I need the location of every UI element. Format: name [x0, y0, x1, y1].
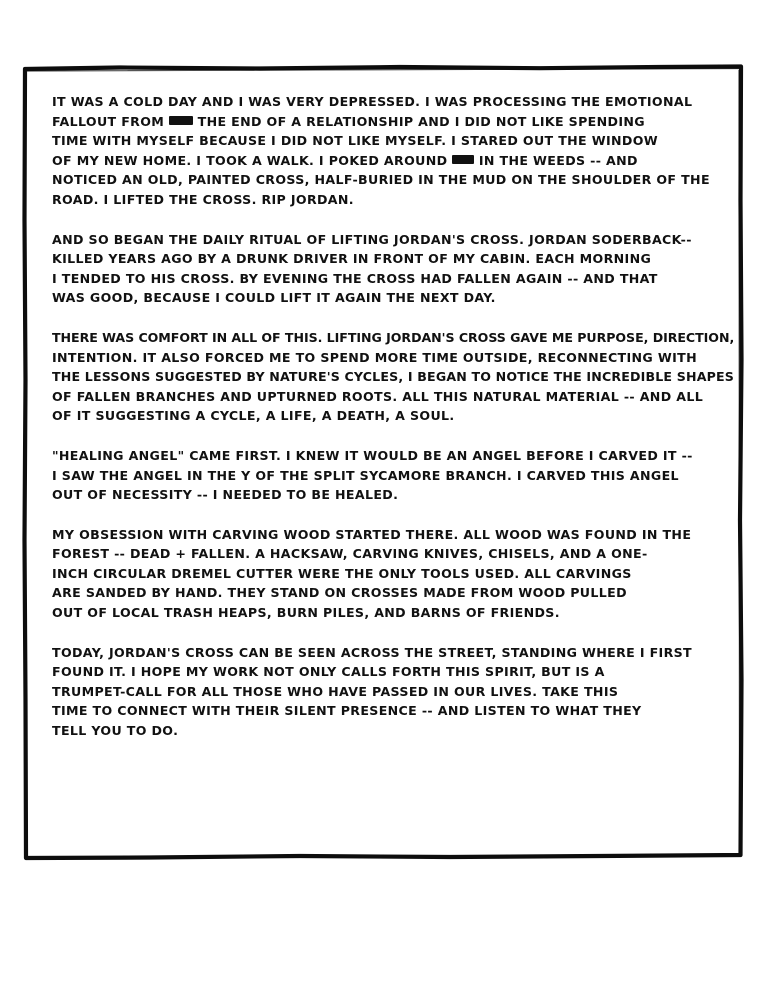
text-segment: TIME TO CONNECT WITH THEIR SILENT PRESENCE -- AND LISTEN TO WHAT THEY — [52, 703, 642, 719]
text-line — [52, 131, 734, 151]
text-line — [52, 662, 734, 682]
text-line — [52, 682, 734, 702]
paragraph — [52, 92, 734, 210]
text-segment: ROAD. I LIFTED THE CROSS. RIP JORDAN. — [52, 191, 354, 207]
text-line — [52, 387, 734, 407]
paragraph — [52, 328, 734, 426]
scribbled-out-word — [169, 116, 193, 125]
text-line — [52, 288, 734, 308]
paragraph — [52, 525, 734, 623]
text-line — [52, 249, 734, 269]
text-line — [52, 190, 734, 210]
text-segment: "HEALING ANGEL" CAME FIRST. I KNEW IT WOULD BE AN ANGEL BEFORE I CARVED IT -- — [52, 447, 693, 463]
text-segment: ARE SANDED BY HAND. THEY STAND ON CROSSES MADE FROM WOOD PULLED — [52, 585, 627, 601]
text-segment: TELL YOU TO DO. — [52, 723, 179, 739]
text-line — [52, 643, 734, 663]
text-segment: NOTICED AN OLD, PAINTED CROSS, HALF-BURIED IN THE MUD ON THE SHOULDER OF THE — [52, 172, 710, 188]
paragraph — [52, 446, 734, 505]
text-segment: TODAY, JORDAN'S CROSS CAN BE SEEN ACROSS THE STREET, STANDING WHERE I FIRST — [52, 644, 692, 660]
text-line — [52, 170, 734, 190]
text-line — [52, 230, 734, 250]
text-segment: INTENTION. IT ALSO FORCED ME TO SPEND MORE TIME OUTSIDE, RECONNECTING WITH — [52, 349, 697, 365]
text-line — [52, 701, 734, 721]
text-line — [52, 269, 734, 289]
text-segment: TRUMPET-CALL FOR ALL THOSE WHO HAVE PASSED IN OUR LIVES. TAKE THIS — [52, 683, 619, 699]
text-segment: OF IT SUGGESTING A CYCLE, A LIFE, A DEATH, A SOUL. — [52, 408, 455, 424]
text-segment: I SAW THE ANGEL IN THE Y OF THE SPLIT SYCAMORE BRANCH. I CARVED THIS ANGEL — [52, 467, 679, 483]
text-segment: OF MY NEW HOME. I TOOK A WALK. I POKED AROUND — [52, 152, 453, 168]
text-line — [52, 583, 734, 603]
text-line — [52, 92, 734, 112]
paragraph — [52, 643, 734, 741]
text-line — [52, 544, 734, 564]
text-segment: FOREST -- DEAD + FALLEN. A HACKSAW, CARVING KNIVES, CHISELS, AND A ONE- — [52, 546, 648, 562]
text-segment: OF FALLEN BRANCHES AND UPTURNED ROOTS. ALL THIS NATURAL MATERIAL -- AND ALL — [52, 388, 704, 404]
text-segment: THERE WAS COMFORT IN ALL OF THIS. LIFTING JORDAN'S CROSS GAVE ME PURPOSE, DIRECTION, — [52, 329, 735, 345]
text-segment: FOUND IT. I HOPE MY WORK NOT ONLY CALLS FORTH THIS SPIRIT, BUT IS A — [52, 664, 605, 680]
handwritten-statement — [52, 92, 734, 761]
text-segment: FALLOUT FROM — [52, 113, 169, 129]
text-line — [52, 721, 734, 741]
text-segment: THE LESSONS SUGGESTED BY NATURE'S CYCLES, I BEGAN TO NOTICE THE INCREDIBLE SHAPES — [52, 369, 735, 385]
text-line — [52, 603, 734, 623]
text-segment: IN THE WEEDS -- AND — [474, 152, 638, 168]
text-segment: TIME WITH MYSELF BECAUSE I DID NOT LIKE MYSELF. I STARED OUT THE WINDOW — [52, 133, 658, 149]
text-line — [52, 151, 734, 171]
text-segment: OUT OF NECESSITY -- I NEEDED TO BE HEALED. — [52, 487, 399, 503]
text-line — [52, 367, 734, 387]
text-segment: THE END OF A RELATIONSHIP AND I DID NOT LIKE SPENDING — [192, 113, 645, 129]
text-line — [52, 525, 734, 545]
text-segment: WAS GOOD, BECAUSE I COULD LIFT IT AGAIN THE NEXT DAY. — [52, 290, 496, 306]
text-line — [52, 406, 734, 426]
text-segment: AND SO BEGAN THE DAILY RITUAL OF LIFTING JORDAN'S CROSS. JORDAN SODERBACK-- — [52, 231, 692, 247]
text-line — [52, 348, 734, 368]
text-segment: OUT OF LOCAL TRASH HEAPS, BURN PILES, AND BARNS OF FRIENDS. — [52, 605, 560, 621]
text-line — [52, 564, 734, 584]
scribbled-out-word — [452, 155, 474, 164]
text-line — [52, 466, 734, 486]
text-line — [52, 485, 734, 505]
text-segment: INCH CIRCULAR DREMEL CUTTER WERE THE ONLY TOOLS USED. ALL CARVINGS — [52, 565, 632, 581]
text-line — [52, 112, 734, 132]
text-segment: MY OBSESSION WITH CARVING WOOD STARTED THERE. ALL WOOD WAS FOUND IN THE — [52, 526, 692, 542]
text-line — [52, 328, 734, 348]
text-segment: IT WAS A COLD DAY AND I WAS VERY DEPRESSED. I WAS PROCESSING THE EMOTIONAL — [52, 94, 693, 109]
paragraph — [52, 230, 734, 308]
text-segment: I TENDED TO HIS CROSS. BY EVENING THE CROSS HAD FALLEN AGAIN -- AND THAT — [52, 270, 658, 286]
text-line — [52, 446, 734, 466]
text-segment: KILLED YEARS AGO BY A DRUNK DRIVER IN FRONT OF MY CABIN. EACH MORNING — [52, 251, 652, 267]
